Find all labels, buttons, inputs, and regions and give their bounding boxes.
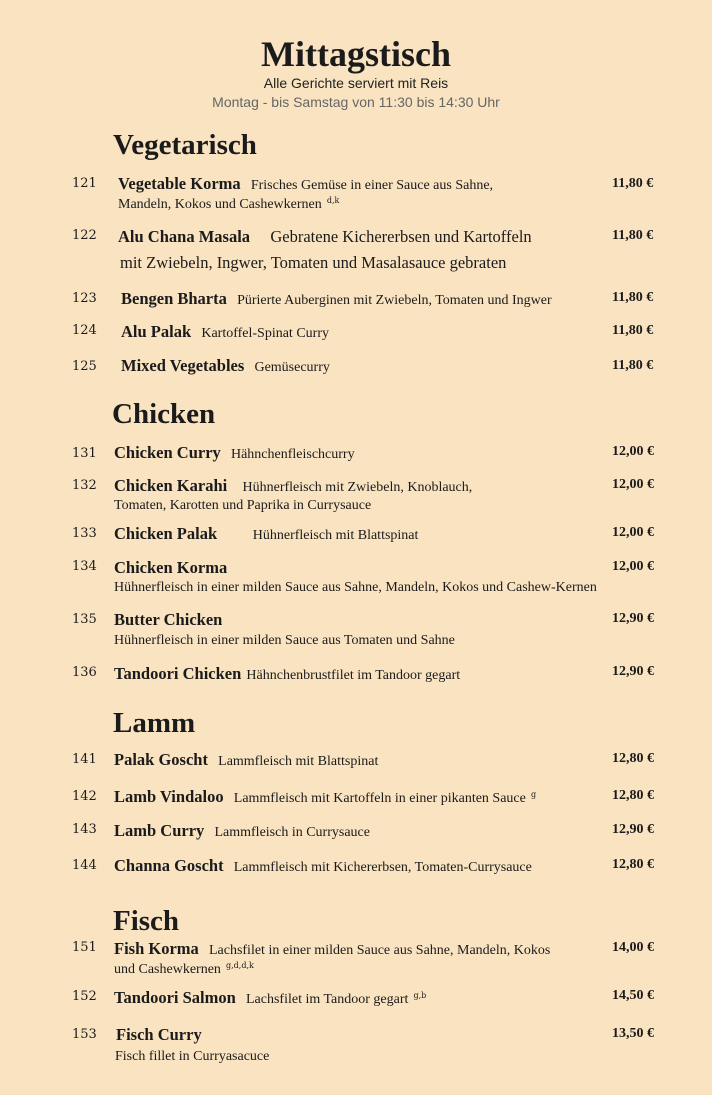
item-name: Lamb Vindaloo [114, 787, 224, 806]
item-number: 131 [72, 446, 97, 461]
item-description: Lachsfilet in einer milden Sauce aus Sahne, Mandeln, Kokos [208, 943, 551, 958]
item-description: Lammfleisch mit Blattspinat [218, 754, 379, 769]
item-number: 133 [72, 526, 97, 541]
allergen-note: g,b [413, 991, 427, 1000]
item-description: Lammfleisch mit Kartoffeln in einer pikanten Sauce [233, 791, 526, 806]
item-name: Chicken Korma [114, 558, 228, 577]
page-subtitle: Alle Gerichte serviert mit Reis [263, 75, 449, 91]
item-price: 12,00 € [612, 525, 654, 540]
item-name: Vegetable Korma [118, 174, 241, 193]
item-description: Lachsfilet im Tandoor gegart [245, 992, 409, 1007]
item-description: Hähnchenfleischcurry [230, 447, 355, 462]
item-price: 13,50 € [612, 1026, 654, 1041]
item-description-cont: Tomaten, Karotten und Paprika in Currysauce [114, 498, 372, 513]
item-name: Chicken Curry [114, 443, 221, 462]
item-price: 12,00 € [612, 559, 654, 574]
allergen-note: g [530, 790, 537, 799]
item-name: Chicken Karahi [114, 476, 228, 495]
item-number: 143 [72, 822, 97, 837]
item-number: 153 [72, 1027, 97, 1042]
item-name: Tandoori Chicken [114, 664, 242, 683]
item-number: 135 [72, 612, 97, 627]
item-description: Hähnchenbrustfilet im Tandoor gegart [246, 668, 461, 683]
item-name: Lamb Curry [114, 821, 205, 840]
item-description: Gemüsecurry [254, 360, 330, 375]
item-name: Butter Chicken [114, 610, 223, 629]
item-number: 142 [72, 789, 97, 804]
section-heading-lamm: Lamm [113, 707, 196, 739]
item-description: Hühnerfleisch mit Blattspinat [252, 528, 419, 543]
item-number: 123 [72, 291, 97, 306]
item-name: Alu Palak [121, 322, 192, 341]
item-number: 141 [72, 752, 97, 767]
opening-hours: Montag - bis Samstag von 11:30 bis 14:30 Uhr [212, 94, 500, 110]
item-description: Lammfleisch mit Kichererbsen, Tomaten-Currysauce [233, 860, 532, 875]
section-heading-fisch: Fisch [113, 905, 180, 937]
item-name: Fish Korma [114, 939, 199, 958]
item-description: Gebratene Kichererbsen und Kartoffeln [270, 227, 532, 246]
item-price: 11,80 € [612, 290, 654, 305]
item-name: Fisch Curry [116, 1025, 202, 1044]
allergen-note: g,d,d,k [226, 961, 254, 970]
item-number: 124 [72, 323, 97, 338]
item-number: 134 [72, 559, 97, 574]
item-price: 14,50 € [612, 988, 654, 1003]
item-name: Chicken Palak [114, 524, 218, 543]
item-price: 11,80 € [612, 323, 654, 338]
item-name: Channa Goscht [114, 856, 224, 875]
item-number: 144 [72, 858, 97, 873]
item-name: Bengen Bharta [121, 289, 227, 308]
item-price: 12,90 € [612, 664, 654, 679]
item-description: Hühnerfleisch in einer milden Sauce aus Tomaten und Sahne [114, 633, 455, 648]
item-number: 121 [72, 176, 97, 191]
item-description: Fisch fillet in Curryasacuce [115, 1049, 270, 1064]
item-price: 11,80 € [612, 176, 654, 191]
item-name: Alu Chana Masala [118, 227, 251, 246]
item-price: 12,80 € [612, 751, 654, 766]
item-name: Palak Goscht [114, 750, 208, 769]
item-description-cont: und Cashewkernen [114, 962, 221, 977]
item-price: 12,80 € [612, 788, 654, 803]
item-description-cont: mit Zwiebeln, Ingwer, Tomaten und Masalasauce gebraten [120, 253, 507, 272]
item-price: 11,80 € [612, 358, 654, 373]
item-description: Frisches Gemüse in einer Sauce aus Sahne, [250, 178, 494, 193]
item-price: 12,00 € [612, 444, 654, 459]
item-name: Tandoori Salmon [114, 988, 236, 1007]
item-price: 11,80 € [612, 228, 654, 243]
allergen-note: d,k [326, 196, 340, 205]
item-price: 12,90 € [612, 611, 654, 626]
item-number: 151 [72, 940, 97, 955]
item-number: 136 [72, 665, 97, 680]
item-description-cont: Mandeln, Kokos und Cashewkernen [118, 197, 322, 212]
item-number: 125 [72, 359, 97, 374]
item-number: 152 [72, 989, 97, 1004]
item-description: Pürierte Auberginen mit Zwiebeln, Tomaten und Ingwer [237, 293, 552, 308]
item-price: 12,80 € [612, 857, 654, 872]
item-number: 132 [72, 478, 97, 493]
item-price: 14,00 € [612, 940, 654, 955]
section-heading-vegetarisch: Vegetarisch [113, 129, 257, 161]
item-price: 12,00 € [612, 477, 654, 492]
item-description: Kartoffel-Spinat Curry [201, 326, 329, 341]
item-description: Hühnerfleisch mit Zwiebeln, Knoblauch, [242, 480, 473, 495]
item-price: 12,90 € [612, 822, 654, 837]
page-title: Mittagstisch [261, 34, 451, 74]
item-name: Mixed Vegetables [121, 356, 245, 375]
item-number: 122 [72, 228, 97, 243]
item-description: Lammfleisch in Currysauce [214, 825, 370, 840]
item-description: Hühnerfleisch in einer milden Sauce aus Sahne, Mandeln, Kokos und Cashew-Kernen [114, 580, 597, 595]
section-heading-chicken: Chicken [112, 398, 216, 430]
